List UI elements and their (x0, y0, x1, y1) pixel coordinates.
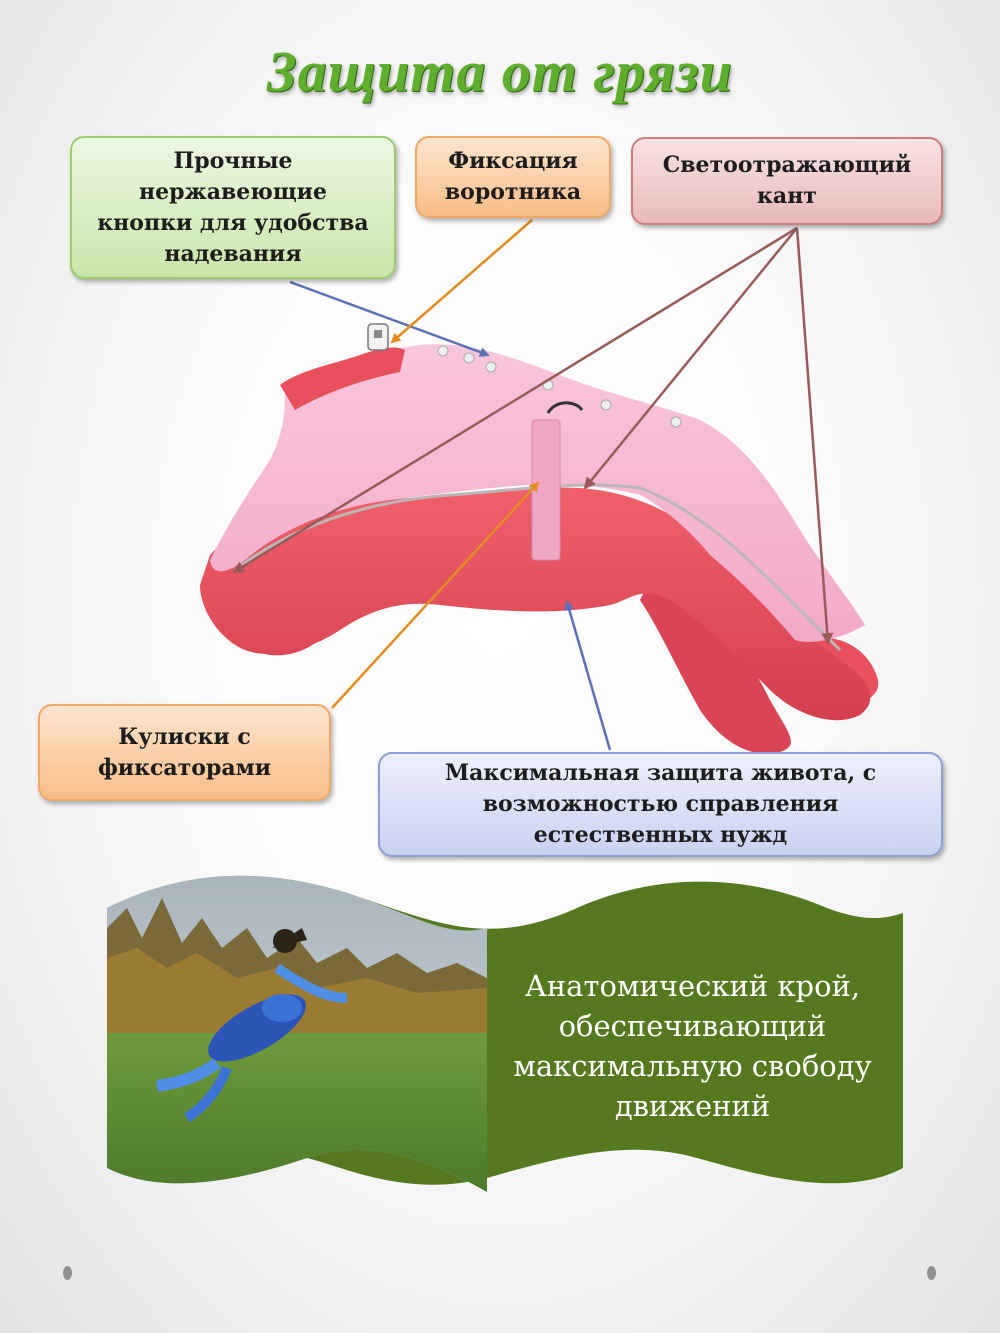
arrow-snaps (290, 282, 488, 355)
dog-photo (107, 868, 487, 1192)
slide-title: Защита от грязи (267, 39, 733, 104)
snaps-callout: Прочные нержавеющие кнопки для удобства надевания (70, 136, 396, 279)
belly-callout: Максимальная защита живота, с возможностью справления естественных нужд (378, 752, 943, 857)
nav-dot-left (63, 1266, 72, 1280)
arrow-belly (567, 602, 610, 750)
zipper-strip (532, 420, 560, 560)
banner-text: Анатомический крой, обеспечивающий максимальную свободу движений (513, 969, 872, 1123)
arrow-collar (392, 220, 532, 342)
collar-callout: Фиксация воротника (415, 136, 611, 218)
drawstring-callout: Кулиски с фиксаторами (38, 704, 331, 801)
collar-clasp-icon (368, 324, 388, 350)
nav-dot-right (927, 1266, 936, 1280)
reflective-callout: Светоотражающий кант (631, 137, 943, 225)
